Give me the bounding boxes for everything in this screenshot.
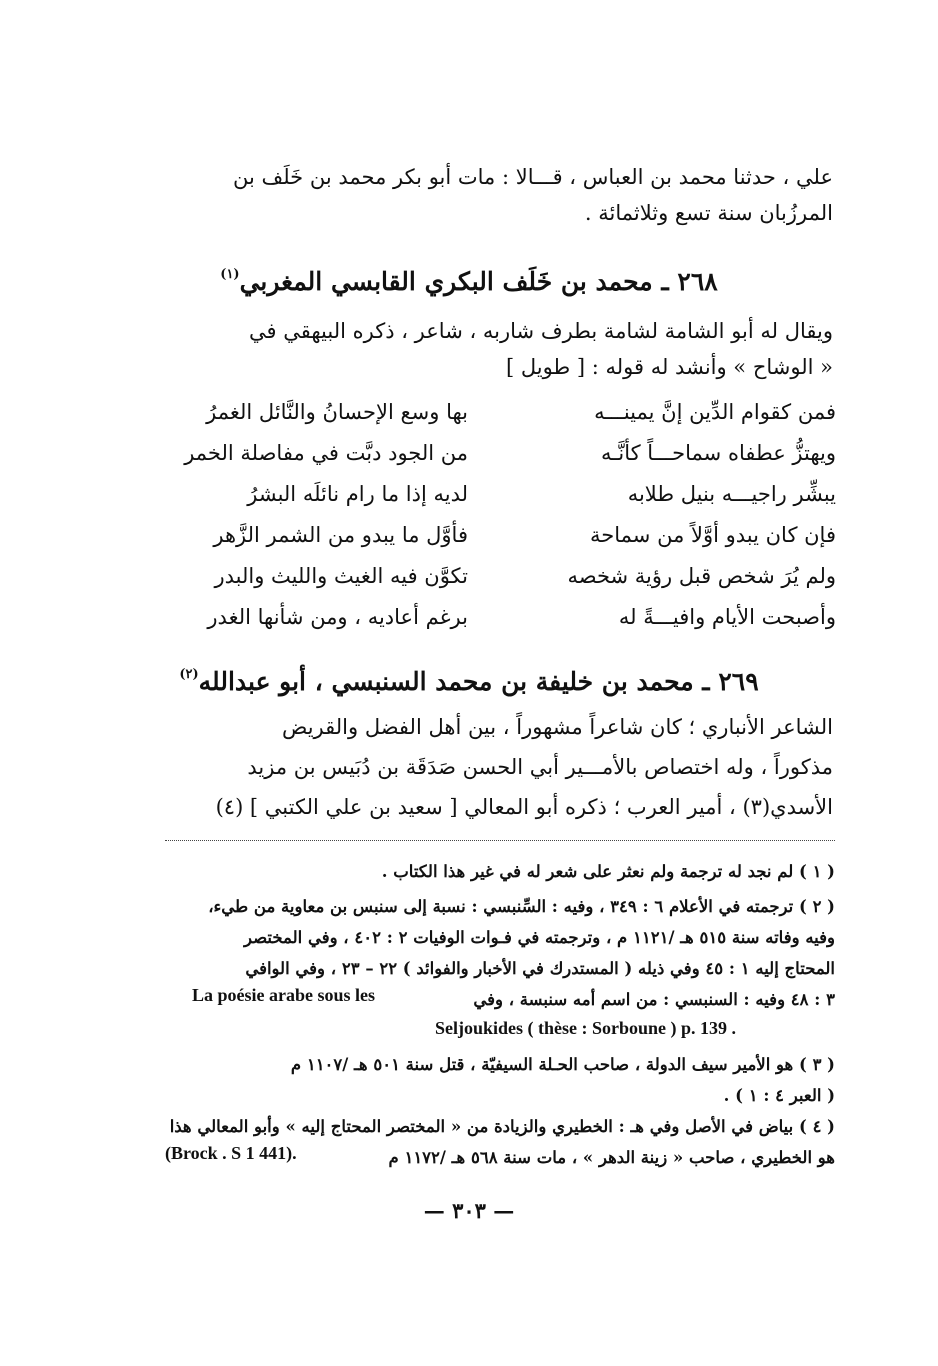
verse-first-hemistich: ويهتزُّ عطفاه سماحـــاً كأنَّـه (600, 441, 836, 465)
footnote-latin-text: (Brock . S 1 441). (165, 1143, 297, 1163)
footnote-ref: (١) (220, 267, 240, 282)
entry-heading-269 (0, 655, 938, 702)
verse-second-hemistich: تكوَّن فيه الغيث والليث والبدر (214, 564, 468, 588)
verse-first-hemistich: يبشِّر راجيـــه بنيل طلابه (627, 482, 836, 506)
footnote-line: ٣ : ٤٨ وفيه : السنبسي : من اسم أمه سنبسة ، وفي (473, 990, 835, 1009)
body-line: علي ، حدثنا محمد بن العباس ، قـــالا : مات أبو بكر محمد بن خَلَف بن (232, 165, 833, 189)
footnote-line: ( ٤ ) بياض في الأصل وفي هـ : الخطيري والزيادة من « المختصر المحتاج إليه » وأبو المعالي هذا (169, 1117, 835, 1136)
verse-second-hemistich: لديه إذا ما رام نائلَه البشرُ (247, 482, 468, 506)
footnote-separator (165, 840, 835, 841)
entry-heading-text: ٢٦٨ ـ محمد بن خَلَف البكري القابسي المغربي (239, 267, 718, 296)
verse-first-hemistich: فإن كان يبدو أوَّلاً من سماحة (590, 523, 836, 547)
verse-first-hemistich: فمن كقوام الدِّين إنَّ يمينـــه (594, 400, 836, 424)
entry-heading-text: ٢٦٩ ـ محمد بن خليفة بن محمد السنبسي ، أبو عبدالله (198, 667, 759, 696)
body-line: مذكوراً ، وله اختصاص بالأمـــير أبي الحسن صَدَقَة بن دُبَيس بن مزيد (247, 755, 833, 779)
footnote-ref: (٢) (179, 667, 199, 682)
body-line: « الوشاح » وأنشد له قوله : [ طويل ] (506, 355, 833, 379)
footnote-line: ( ٣ ) هو الأمير سيف الدولة ، صاحب الحـلة السيفيّة ، قتل سنة ٥٠١ هـ /١١٠٧ م (290, 1055, 835, 1074)
footnote-line: ( ٢ ) ترجمته في الأعلام ٦ : ٣٤٩ ، وفيه : السِّنبسي : نسبة إلى سنبس بن معاوية من طيء، (208, 897, 835, 916)
footnote-line: المحتاج إليه ١ : ٤٥ وفي ذيله ( المستدرك في الأخبار والفوائد ) ٢٢ – ٢٣ ، وفي الوافي (245, 959, 835, 978)
footnote-line: ( العبر ٤ : ١ ) . (723, 1086, 835, 1105)
footnote-line: وفيه وفاته سنة ٥١٥ هـ /١١٢١ م ، وترجمته في فـوات الوفيات ٢ : ٤٠٢ ، وفي المختصر (244, 928, 835, 947)
footnote-latin-text: Seljoukides ( thèse : Sorboune ) p. 139 . (435, 1018, 737, 1038)
verse-second-hemistich: برغم أعاديه ، ومن شأنها الغدر (207, 605, 468, 629)
body-line: ويقال له أبو الشامة لشامة بطرف شاربه ، شاعر ، ذكره البيهقي في (249, 319, 833, 343)
body-line: المرزُبان سنة تسع وثلاثمائة . (584, 201, 833, 225)
verse-first-hemistich: ولم يُرَ شخص قبل رؤية شخصه (567, 564, 836, 588)
verse-first-hemistich: وأصبحت الأيام وافيـــةً له (618, 605, 836, 629)
page-number: — ٣٠٣ — (423, 1198, 515, 1223)
entry-heading-268 (0, 255, 938, 302)
verse-second-hemistich: من الجود دبَّت في مفاصلة الخمر (184, 441, 468, 465)
footnote-latin-text: La poésie arabe sous les (192, 985, 376, 1005)
body-line: الأسدي(٣) ، أمير العرب ؛ ذكره أبو المعالي [ سعيد بن علي الكتبي ] (٤) (215, 795, 833, 819)
verse-second-hemistich: فأوَّل ما يبدو من الشمر الزَّهر (213, 523, 468, 547)
footnote-line: هو الخطيري ، صاحب « زينة الدهر » ، مات سنة ٥٦٨ هـ /١١٧٢ م (388, 1148, 835, 1167)
verse-second-hemistich: بها وسع الإحسانُ والنَّائل الغمرُ (206, 400, 468, 424)
footnote-line: ( ١ ) لم نجد له ترجمة ولم نعثر على شعر له في غير هذا الكتاب . (381, 862, 835, 881)
body-line: الشاعر الأنباري ؛ كان شاعراً مشهوراً ، بين أهل الفضل والقريض (281, 715, 833, 739)
